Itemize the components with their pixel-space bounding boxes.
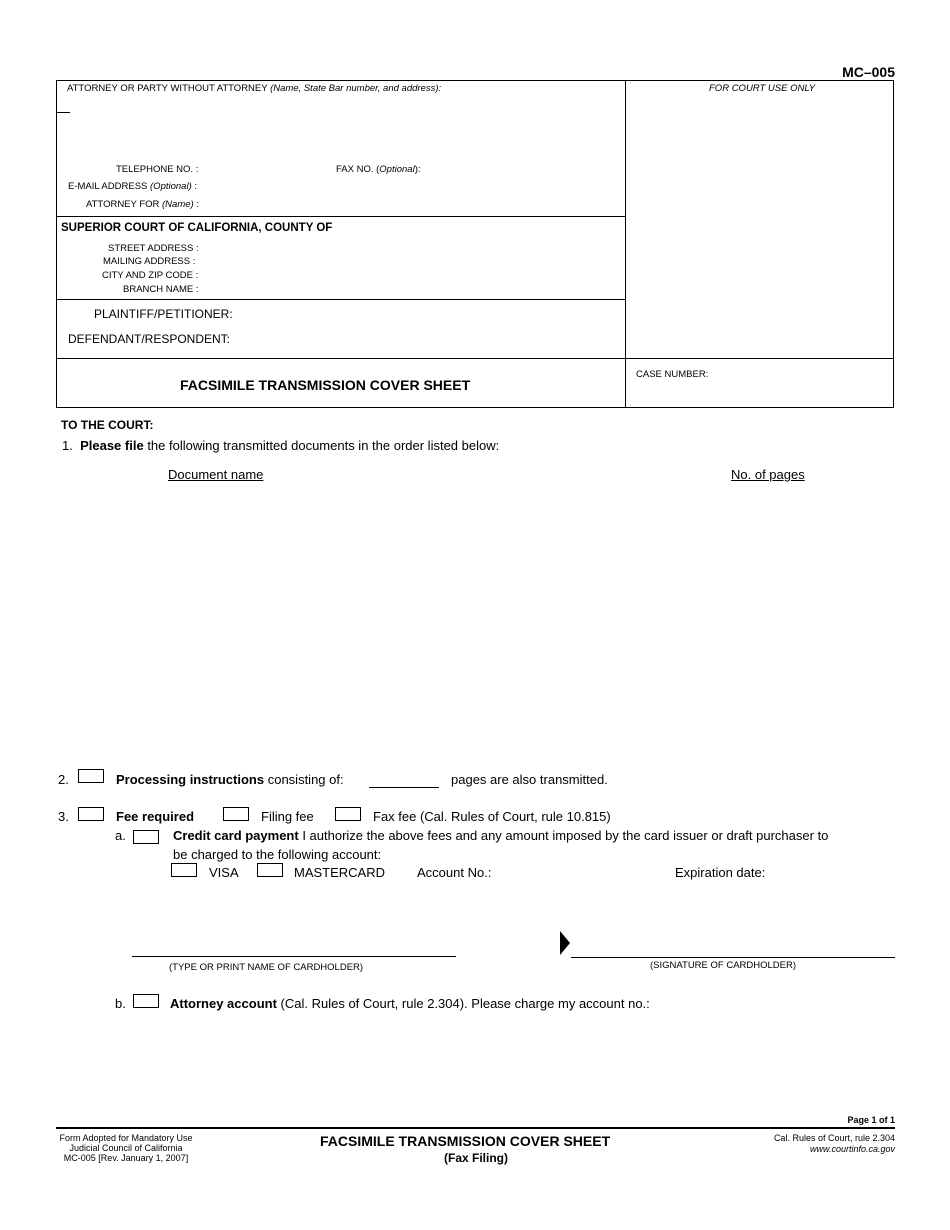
expiration-date-label: Expiration date: [675,865,766,880]
processing-instructions-checkbox[interactable] [78,769,104,783]
signature-arrow-icon [559,930,571,961]
item-1: 1. Please file the following transmitted documents in the order listed below: [62,438,500,453]
attorney-label: ATTORNEY OR PARTY WITHOUT ATTORNEY (Name, State Bar number, and address): [67,83,442,94]
footer-rule-text: Cal. Rules of Court, rule 2.304 [773,1133,895,1143]
street-address-label: STREET ADDRESS : [108,243,199,254]
processing-pages-tail: pages are also transmitted. [451,772,608,787]
processing-pages-field[interactable] [369,787,439,788]
filing-fee-checkbox[interactable] [223,807,249,821]
credit-card-text-2: be charged to the following account: [173,847,382,862]
form-number: MC–005 [842,64,895,80]
branch-name-label: BRANCH NAME : [123,284,199,295]
cardholder-signature-caption: (SIGNATURE OF CARDHOLDER) [650,960,797,971]
visa-checkbox[interactable] [171,863,197,877]
mastercard-label: MASTERCARD [294,865,386,880]
fax-label: FAX NO. (Optional): [336,164,421,175]
email-label: E-MAIL ADDRESS (Optional) : [68,181,198,192]
case-number-label: CASE NUMBER: [636,369,709,380]
filing-fee-label: Filing fee [261,809,314,824]
no-of-pages-header: No. of pages [731,467,805,482]
footer-adopted: Form Adopted for Mandatory Use Judicial Council of California MC-005 [Rev. January 1, 2007] [59,1133,193,1163]
attorney-account-text: Attorney account (Cal. Rules of Court, rule 2.304). Please charge my account no.: [170,996,650,1011]
mailing-address-label: MAILING ADDRESS : [103,256,196,267]
footer-title: FACSIMILE TRANSMISSION COVER SHEET [320,1133,611,1149]
fax-fee-checkbox[interactable] [335,807,361,821]
form-title: FACSIMILE TRANSMISSION COVER SHEET [180,377,471,393]
visa-label: VISA [209,865,239,880]
court-title: SUPERIOR COURT OF CALIFORNIA, COUNTY OF [61,222,333,234]
defendant-label: DEFENDANT/RESPONDENT: [68,332,231,346]
footer-subtitle: (Fax Filing) [444,1151,508,1165]
account-no-label: Account No.: [417,865,492,880]
credit-card-text: Credit card payment I authorize the above fees and any amount imposed by the card issuer or draft purchaser to [173,828,829,843]
cardholder-signature-field[interactable] [571,957,895,958]
plaintiff-label: PLAINTIFF/PETITIONER: [94,307,233,321]
fee-required-label: Fee required [116,809,195,824]
document-name-header: Document name [168,467,264,482]
page-number: Page 1 of 1 [847,1115,895,1125]
city-zip-label: CITY AND ZIP CODE : [102,270,199,281]
item-a-label: a. [115,828,126,843]
item-2-number: 2. [58,772,69,787]
mastercard-checkbox[interactable] [257,863,283,877]
cardholder-name-field[interactable] [132,956,456,957]
telephone-label: TELEPHONE NO. : [116,164,199,175]
item-b-label: b. [115,996,126,1011]
court-use-only: FOR COURT USE ONLY [709,83,816,94]
fee-required-checkbox[interactable] [78,807,104,821]
cardholder-name-caption: (TYPE OR PRINT NAME OF CARDHOLDER) [169,962,364,973]
fax-fee-label: Fax fee (Cal. Rules of Court, rule 10.815) [373,809,611,824]
item-3-number: 3. [58,809,69,824]
attorney-for-label: ATTORNEY FOR (Name) : [86,199,199,210]
attorney-account-checkbox[interactable] [133,994,159,1008]
to-the-court: TO THE COURT: [61,418,154,432]
footer-rule [56,1127,895,1129]
credit-card-checkbox[interactable] [133,830,159,844]
footer-website[interactable]: www.courtinfo.ca.gov [809,1144,895,1154]
processing-instructions-label: Processing instructions consisting of: [116,772,344,787]
